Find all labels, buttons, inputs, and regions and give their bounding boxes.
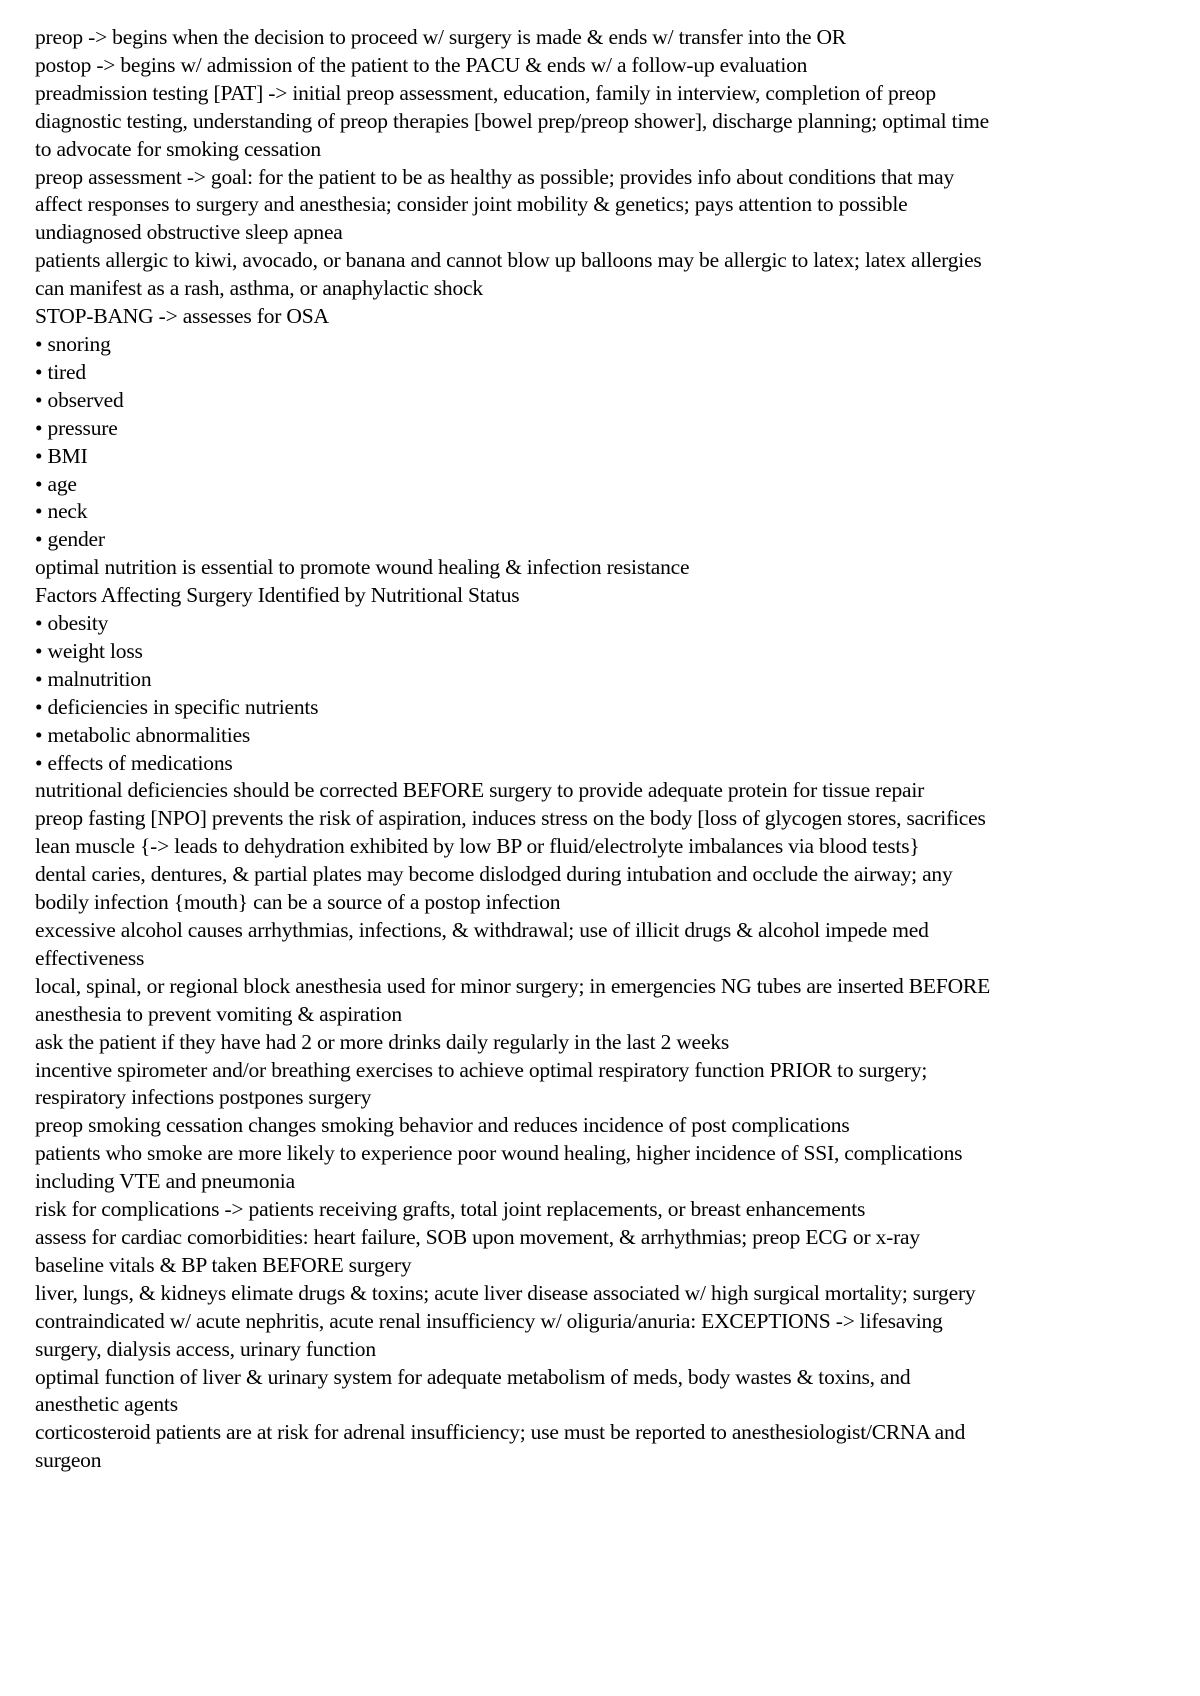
text-line: patients allergic to kiwi, avocado, or banana and cannot blow up balloons may be allergic to latex; latex allergies can manifest as a rash, asthma, or anaphylactic shock (35, 248, 982, 301)
bullet-item: • weight loss (35, 638, 995, 666)
bullet-item: • pressure (35, 415, 995, 443)
text-line: risk for complications -> patients receiving grafts, total joint replacements, or breast enhancements (35, 1197, 866, 1222)
bullet-item: • tired (35, 359, 995, 387)
bullet-item: • BMI (35, 443, 995, 471)
bullet-item: • gender (35, 526, 995, 554)
text-line: corticosteroid patients are at risk for adrenal insufficiency; use must be reported to anesthesiologist/CRNA and surgeon (35, 1420, 966, 1473)
text-line: preop -> begins when the decision to proceed w/ surgery is made & ends w/ transfer into the OR (35, 25, 846, 49)
text-line: local, spinal, or regional block anesthesia used for minor surgery; in emergencies NG tubes are inserted BEFORE anesthesia to prevent vomiting & aspiration (35, 973, 991, 1026)
bullet-item: • neck (35, 498, 995, 526)
bullet-item: • observed (35, 387, 995, 415)
text-line: nutritional deficiencies should be corrected BEFORE surgery to provide adequate protein for tissue repair (35, 778, 925, 803)
text-line: preop fasting [NPO] prevents the risk of aspiration, induces stress on the body [loss of glycogen stores, sacrifices lean muscle {-> leads to dehydration exhibited by low BP or fluid/electrolyte imbalances via blood tests} (35, 806, 986, 859)
text-line: preop assessment -> goal: for the patient to be as healthy as possible; provides info about conditions that may affect responses to surgery and anesthesia; consider joint mobility & genetics; pays attention to possible undiagnosed obstructive sleep apnea (35, 164, 955, 245)
text-line: Factors Affecting Surgery Identified by Nutritional Status (35, 583, 520, 608)
bullet-item: • effects of medications (35, 750, 995, 778)
bullet-item: • deficiencies in specific nutrients (35, 694, 995, 722)
document-body (35, 24, 995, 1475)
text-line: liver, lungs, & kidneys elimate drugs & toxins; acute liver disease associated w/ high surgical mortality; surgery contraindicated w/ acute nephritis, acute renal insufficiency w/ oliguria/anuria: EXCEPTIONS -> lifesaving surgery, dialysis access, urinary function (35, 1280, 976, 1361)
text-line: STOP-BANG -> assesses for OSA (35, 304, 329, 329)
bullet-item: • age (35, 471, 995, 499)
text-line: ask the patient if they have had 2 or more drinks daily regularly in the last 2 weeks (35, 1029, 730, 1054)
bullet-item: • malnutrition (35, 666, 995, 694)
text-line: preadmission testing [PAT] -> initial preop assessment, education, family in interview, completion of preop diagnostic testing, understanding of preop therapies [bowel prep/preop shower], discharge planning; optimal time to advocate for smoking cessation (35, 80, 990, 161)
bullet-item: • obesity (35, 610, 995, 638)
text-line: patients who smoke are more likely to experience poor wound healing, higher incidence of SSI, complications including VTE and pneumonia (35, 1141, 963, 1194)
text-line: postop -> begins w/ admission of the patient to the PACU & ends w/ a follow-up evaluation (35, 52, 808, 77)
text-line: preop smoking cessation changes smoking behavior and reduces incidence of post complications (35, 1113, 850, 1138)
bullet-item: • metabolic abnormalities (35, 722, 995, 750)
text-line: assess for cardiac comorbidities: heart failure, SOB upon movement, & arrhythmias; preop ECG or x-ray (35, 1224, 920, 1249)
text-line: baseline vitals & BP taken BEFORE surgery (35, 1252, 412, 1277)
text-line: incentive spirometer and/or breathing exercises to achieve optimal respiratory function PRIOR to surgery; respiratory infections postpones surgery (35, 1057, 928, 1110)
text-line: optimal function of liver & urinary system for adequate metabolism of meds, body wastes & toxins, and anesthetic agents (35, 1364, 911, 1417)
text-line: optimal nutrition is essential to promote wound healing & infection resistance (35, 555, 690, 580)
text-line: excessive alcohol causes arrhythmias, infections, & withdrawal; use of illicit drugs & alcohol impede med effectiveness (35, 918, 929, 970)
bullet-item: • snoring (35, 331, 995, 359)
text-line: dental caries, dentures, & partial plates may become dislodged during intubation and occlude the airway; any bodily infection {mouth} can be a source of a postop infection (35, 862, 953, 915)
